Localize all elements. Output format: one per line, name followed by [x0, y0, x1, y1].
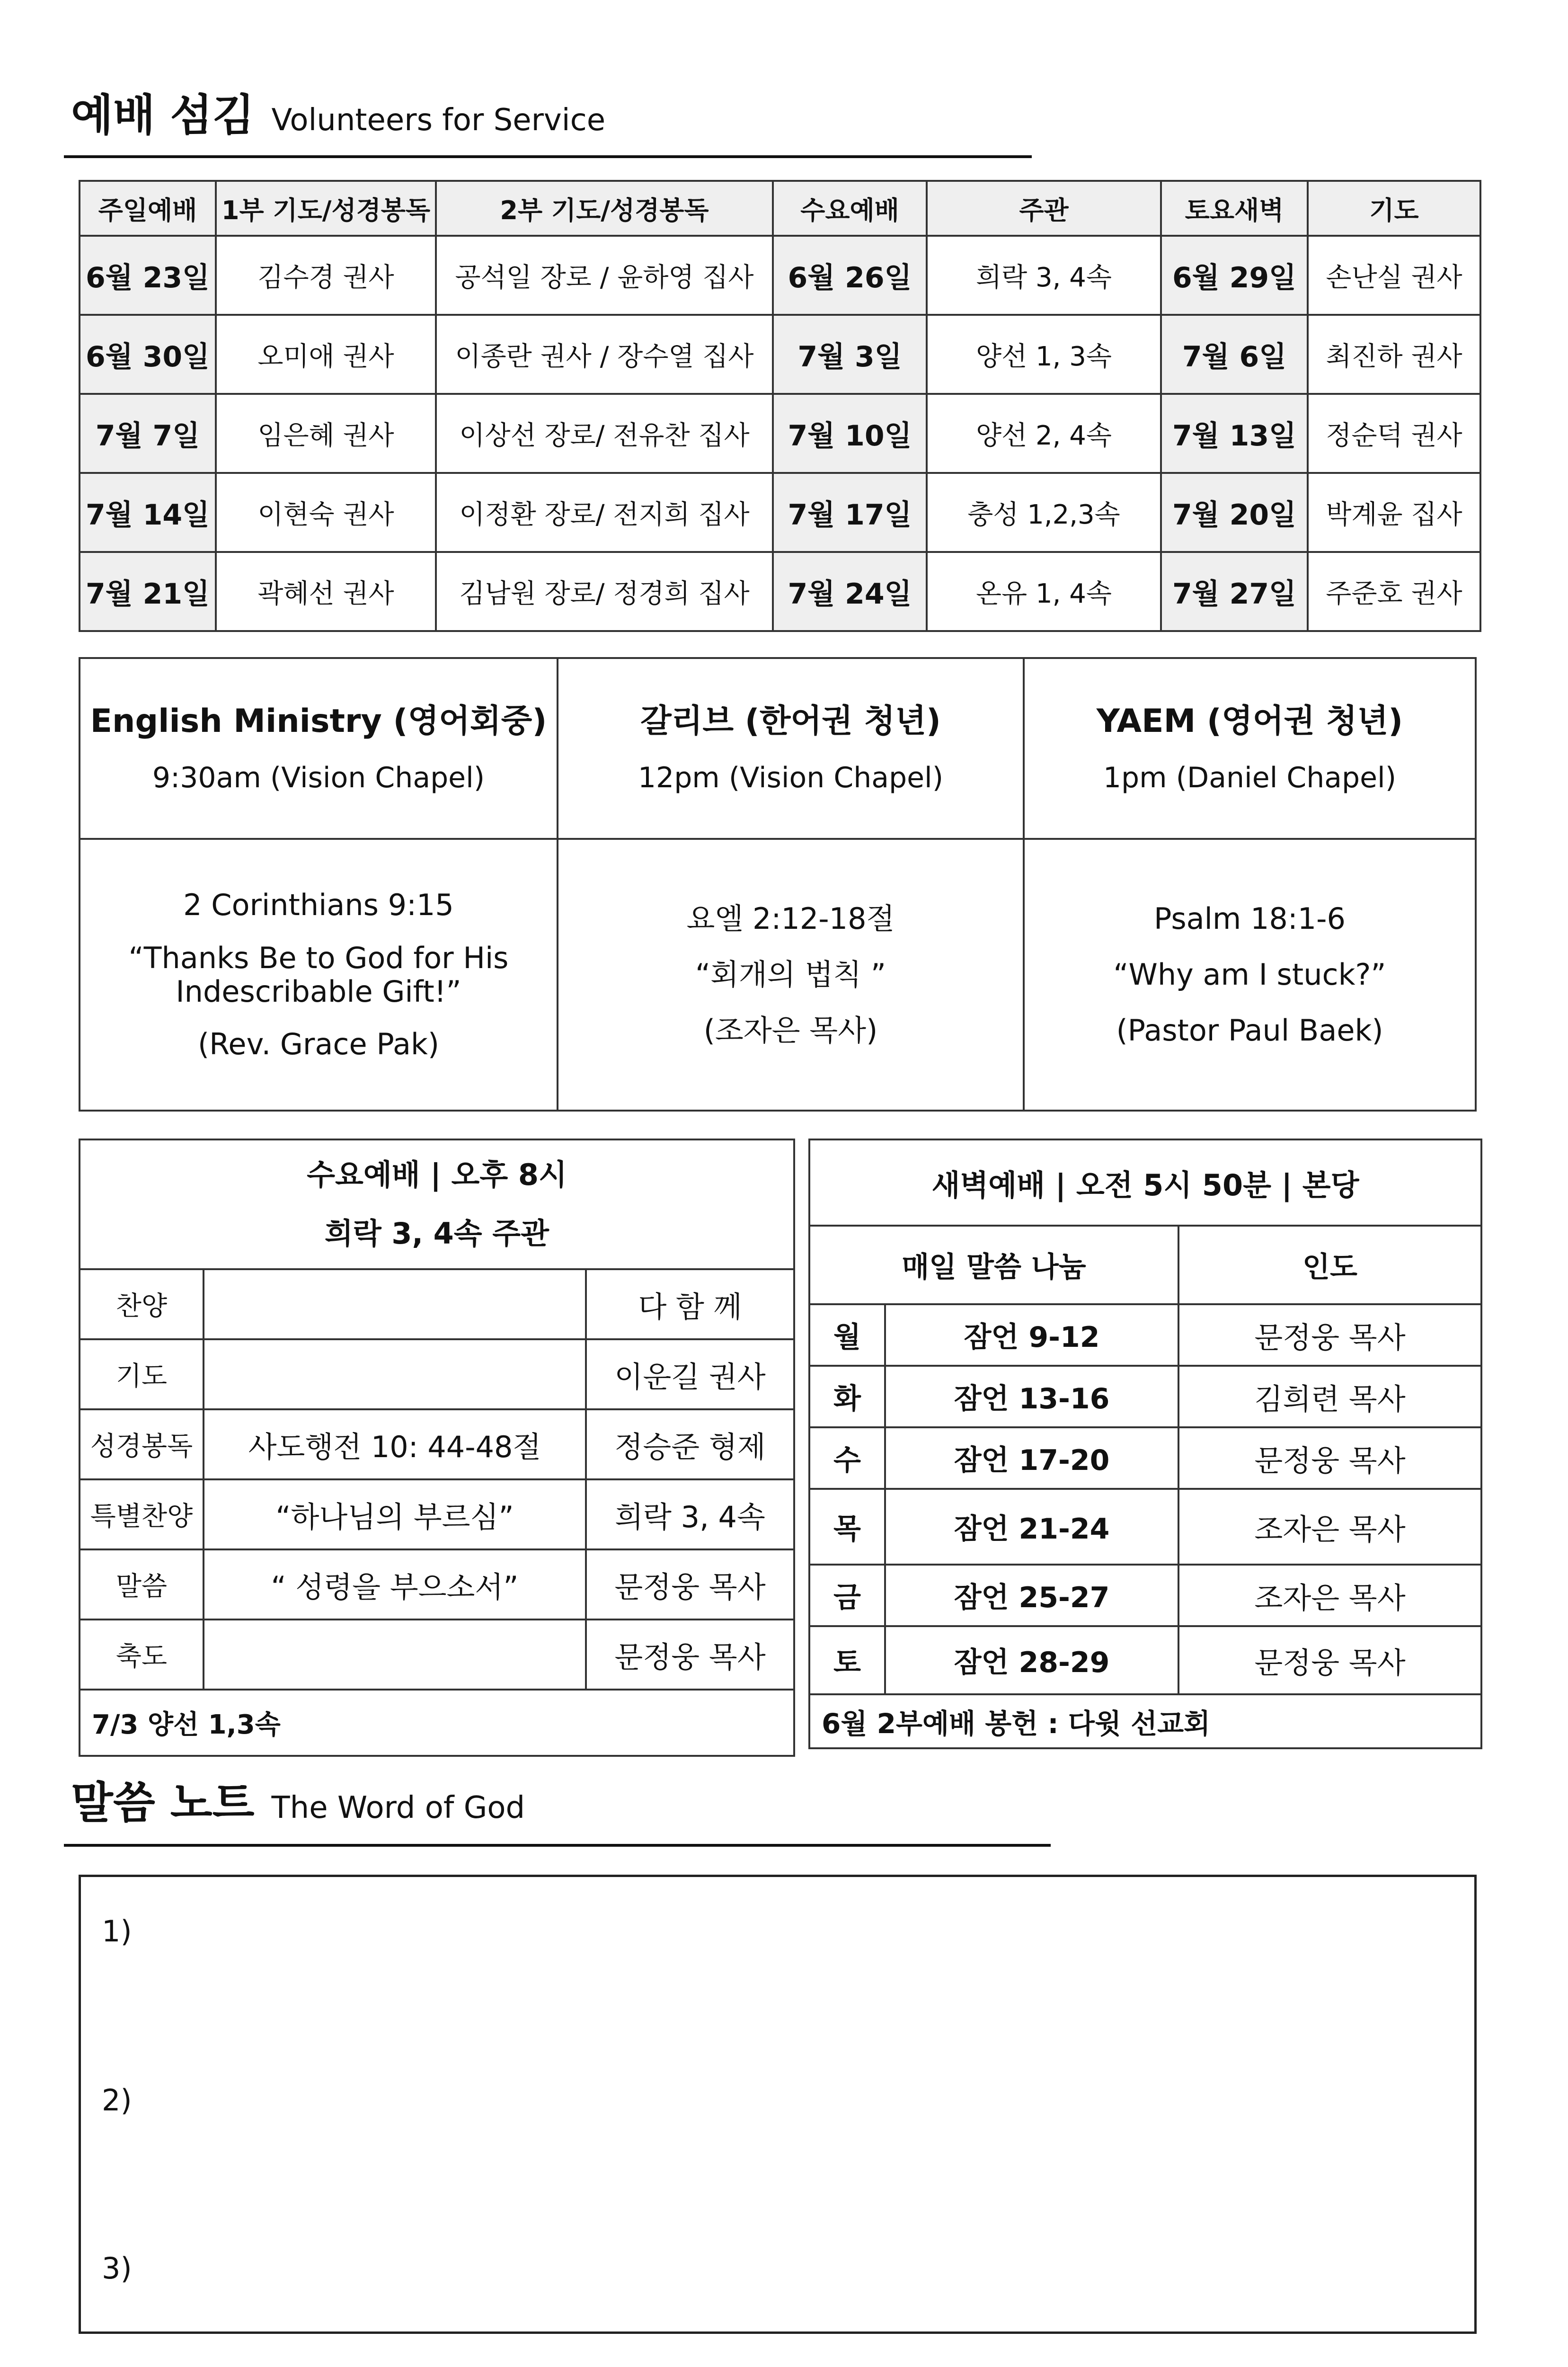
ministry-title: English Ministry (영어회중)	[90, 702, 547, 740]
saturday-date: 7월 6일	[1161, 315, 1308, 394]
sermon-verse: 요엘 2:12-18절	[686, 901, 895, 936]
note-item-1: 1)	[102, 1914, 132, 1949]
sermon-verse: Psalm 18:1-6	[1154, 901, 1346, 936]
sermon-verse: 2 Corinthians 9:15	[183, 888, 454, 923]
volunteers-header-row	[80, 181, 1480, 236]
prayer-volunteer: 손난실 권사	[1308, 236, 1480, 315]
first-service-volunteer: 임은혜 권사	[216, 394, 436, 473]
saturday-date: 7월 27일	[1161, 552, 1308, 631]
table-row	[80, 1409, 794, 1479]
wednesday-date: 7월 10일	[773, 394, 927, 473]
dawn-service-table	[808, 1139, 1482, 1749]
sermon-title: “Why am I stuck?”	[1113, 957, 1386, 992]
dawn-verse: 잠언 17-20	[885, 1427, 1178, 1489]
dawn-verse: 잠언 28-29	[885, 1626, 1178, 1694]
prayer-volunteer: 박계윤 집사	[1308, 473, 1480, 552]
dawn-leader: 문정웅 목사	[1178, 1626, 1481, 1694]
host-group: 희락 3, 4속	[927, 236, 1161, 315]
dawn-leader: 김희련 목사	[1178, 1366, 1481, 1427]
dawn-header-row	[809, 1139, 1481, 1226]
dawn-footer: 6월 2부예배 봉헌 : 다윗 선교회	[809, 1694, 1481, 1748]
table-row	[80, 236, 1480, 315]
header-prayer: 기도	[1308, 181, 1480, 236]
order-person: 정승준 형제	[586, 1409, 794, 1479]
sunday-date: 7월 21일	[80, 552, 216, 631]
table-row	[80, 1620, 794, 1690]
notes-title-en: The Word of God	[271, 1790, 525, 1825]
ministries-header-row	[80, 658, 1476, 839]
dawn-day: 화	[809, 1366, 885, 1427]
volunteers-title-en: Volunteers for Service	[271, 103, 606, 138]
ministry-time: 12pm (Vision Chapel)	[638, 761, 944, 795]
table-row	[80, 473, 1480, 552]
prayer-volunteer: 최진하 권사	[1308, 315, 1480, 394]
order-person: 문정웅 목사	[586, 1620, 794, 1690]
wednesday-footer: 7/3 양선 1,3속	[80, 1690, 794, 1756]
table-row	[80, 1269, 794, 1339]
dawn-footer-row	[809, 1694, 1481, 1748]
dawn-day: 금	[809, 1565, 885, 1626]
sermon-preacher: (Rev. Grace Pak)	[197, 1027, 440, 1062]
sermon-preacher: (조자은 목사)	[703, 1013, 878, 1048]
saturday-date: 7월 13일	[1161, 394, 1308, 473]
volunteers-table	[79, 180, 1481, 632]
sermon-english	[80, 839, 558, 1111]
second-service-volunteers: 공석일 장로 / 윤하영 집사	[436, 236, 773, 315]
order-person: 다 함 께	[586, 1269, 794, 1339]
order-label: 찬양	[80, 1269, 204, 1339]
dawn-verse: 잠언 25-27	[885, 1565, 1178, 1626]
order-content	[204, 1269, 586, 1339]
host-group: 양선 2, 4속	[927, 394, 1161, 473]
second-service-volunteers: 이상선 장로/ 전유찬 집사	[436, 394, 773, 473]
sermon-title: “회개의 법칙 ”	[695, 957, 886, 992]
volunteers-title	[71, 80, 605, 143]
ministry-title: YAEM (영어권 청년)	[1096, 702, 1403, 740]
order-person: 희락 3, 4속	[586, 1479, 794, 1549]
volunteers-divider	[64, 155, 1032, 158]
wednesday-header-time: 수요예배 | 오후 8시	[307, 1157, 567, 1192]
notes-divider	[64, 1844, 1051, 1847]
table-row	[809, 1489, 1481, 1565]
sermon-preacher: (Pastor Paul Baek)	[1116, 1013, 1383, 1048]
dawn-day: 목	[809, 1489, 885, 1565]
ministry-english	[80, 658, 558, 839]
sermon-galeeb	[558, 839, 1024, 1111]
prayer-volunteer: 정순덕 권사	[1308, 394, 1480, 473]
header-host: 주관	[927, 181, 1161, 236]
order-content: 사도행전 10: 44-48절	[204, 1409, 586, 1479]
ministry-time: 1pm (Daniel Chapel)	[1103, 761, 1397, 795]
table-row	[80, 1549, 794, 1620]
first-service-volunteer: 김수경 권사	[216, 236, 436, 315]
notes-title	[71, 1768, 525, 1831]
wednesday-header-host: 희락 3, 4속 주관	[324, 1216, 549, 1251]
sermon-yaem	[1024, 839, 1476, 1111]
dawn-leader: 문정웅 목사	[1178, 1427, 1481, 1489]
ministries-sermon-row	[80, 839, 1476, 1111]
saturday-date: 6월 29일	[1161, 236, 1308, 315]
sunday-date: 6월 30일	[80, 315, 216, 394]
dawn-day: 토	[809, 1626, 885, 1694]
order-content: “ 성령을 부으소서”	[204, 1549, 586, 1620]
table-row	[80, 394, 1480, 473]
dawn-day: 월	[809, 1304, 885, 1366]
host-group: 양선 1, 3속	[927, 315, 1161, 394]
second-service-volunteers: 이종란 권사 / 장수열 집사	[436, 315, 773, 394]
order-person: 문정웅 목사	[586, 1549, 794, 1620]
wednesday-date: 7월 24일	[773, 552, 927, 631]
ministries-table	[79, 657, 1477, 1112]
dawn-day: 수	[809, 1427, 885, 1489]
order-label: 기도	[80, 1339, 204, 1409]
table-row	[809, 1427, 1481, 1489]
ministry-galeeb	[558, 658, 1024, 839]
table-row	[809, 1565, 1481, 1626]
dawn-column-row	[809, 1226, 1481, 1304]
dawn-leader: 조자은 목사	[1178, 1565, 1481, 1626]
order-label: 성경봉독	[80, 1409, 204, 1479]
header-sunday: 주일예배	[80, 181, 216, 236]
order-label: 특별찬양	[80, 1479, 204, 1549]
header-second-service: 2부 기도/성경봉독	[436, 181, 773, 236]
ministry-yaem	[1024, 658, 1476, 839]
dawn-leader-header: 인도	[1178, 1226, 1481, 1304]
dawn-verse: 잠언 21-24	[885, 1489, 1178, 1565]
dawn-header: 새벽예배 | 오전 5시 50분 | 본당	[809, 1139, 1481, 1226]
sermon-title: “Thanks Be to God for His Indescribable Gift!”	[128, 940, 509, 1009]
order-content: “하나님의 부르심”	[204, 1479, 586, 1549]
notes-title-ko: 말씀 노트	[71, 1778, 255, 1828]
sunday-date: 7월 7일	[80, 394, 216, 473]
first-service-volunteer: 오미애 권사	[216, 315, 436, 394]
order-label: 축도	[80, 1620, 204, 1690]
dawn-leader: 조자은 목사	[1178, 1489, 1481, 1565]
table-row	[80, 315, 1480, 394]
second-service-volunteers: 이정환 장로/ 전지희 집사	[436, 473, 773, 552]
sunday-date: 7월 14일	[80, 473, 216, 552]
wednesday-date: 6월 26일	[773, 236, 927, 315]
second-service-volunteers: 김남원 장로/ 정경희 집사	[436, 552, 773, 631]
wednesday-date: 7월 3일	[773, 315, 927, 394]
table-row	[809, 1304, 1481, 1366]
wednesday-service-table	[79, 1139, 795, 1757]
order-label: 말씀	[80, 1549, 204, 1620]
table-row	[80, 1339, 794, 1409]
prayer-volunteer: 주준호 권사	[1308, 552, 1480, 631]
header-first-service: 1부 기도/성경봉독	[216, 181, 436, 236]
ministry-time: 9:30am (Vision Chapel)	[152, 761, 485, 795]
table-row	[80, 552, 1480, 631]
ministry-title: 갈리브 (한어권 청년)	[640, 702, 941, 740]
dawn-reading-header: 매일 말씀 나눔	[809, 1226, 1178, 1304]
first-service-volunteer: 곽혜선 권사	[216, 552, 436, 631]
header-saturday-dawn: 토요새벽	[1161, 181, 1308, 236]
dawn-verse: 잠언 13-16	[885, 1366, 1178, 1427]
host-group: 온유 1, 4속	[927, 552, 1161, 631]
order-person: 이운길 권사	[586, 1339, 794, 1409]
wednesday-footer-row	[80, 1690, 794, 1756]
wednesday-header	[80, 1139, 794, 1269]
host-group: 충성 1,2,3속	[927, 473, 1161, 552]
table-row	[809, 1366, 1481, 1427]
saturday-date: 7월 20일	[1161, 473, 1308, 552]
wednesday-date: 7월 17일	[773, 473, 927, 552]
order-content	[204, 1339, 586, 1409]
dawn-verse: 잠언 9-12	[885, 1304, 1178, 1366]
dawn-leader: 문정웅 목사	[1178, 1304, 1481, 1366]
order-content	[204, 1620, 586, 1690]
notes-box[interactable]	[79, 1875, 1477, 2334]
note-item-2: 2)	[102, 2083, 132, 2118]
note-item-3: 3)	[102, 2251, 132, 2286]
volunteers-title-ko: 예배 섬김	[71, 90, 255, 141]
header-wednesday: 수요예배	[773, 181, 927, 236]
table-row	[80, 1479, 794, 1549]
table-row	[809, 1626, 1481, 1694]
wednesday-header-row	[80, 1139, 794, 1269]
sunday-date: 6월 23일	[80, 236, 216, 315]
first-service-volunteer: 이현숙 권사	[216, 473, 436, 552]
